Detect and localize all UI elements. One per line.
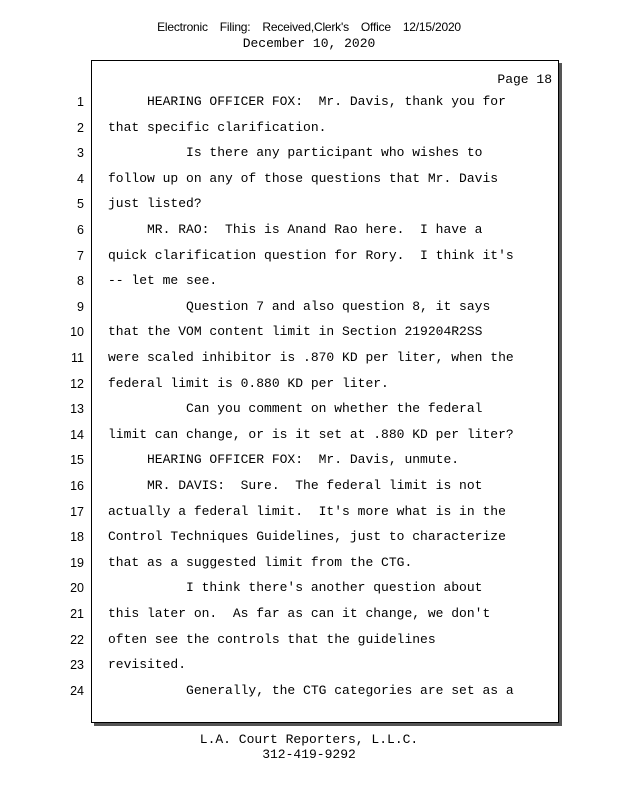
transcript-line [0, 450, 618, 470]
line-text: MR. DAVIS: Sure. The federal limit is not [108, 478, 483, 493]
line-number: 19 [70, 555, 84, 570]
line-text: actually a federal limit. It's more what is in the [108, 503, 506, 519]
line-text: Is there any participant who wishes to [108, 145, 483, 161]
line-text: HEARING OFFICER FOX: Mr. Davis, unmute. [108, 452, 460, 468]
line-number: 22 [70, 632, 84, 647]
line-text: -- let me see. [108, 273, 218, 289]
filing-word-filing: Filing: [219, 20, 251, 34]
line-text: Control Techniques Guidelines, just to characterize [108, 529, 506, 545]
page-number: Page 18 [497, 72, 552, 87]
transcript-line [0, 502, 618, 522]
transcript-line [0, 681, 618, 701]
line-text: that specific clarification. [108, 119, 327, 135]
transcript-line [0, 553, 618, 573]
line-text: quick clarification question for Rory. I think it's [108, 247, 514, 263]
line-number: 2 [77, 120, 84, 135]
transcript-line [0, 297, 618, 317]
line-text: MR. RAO: This is Anand Rao here. I have a [108, 222, 483, 237]
line-number: 24 [70, 683, 84, 698]
transcript-line [0, 118, 618, 138]
hearing-date: December 10, 2020 [242, 36, 376, 51]
line-text: just listed? [108, 196, 202, 212]
line-text: Question 7 and also question 8, it says [108, 298, 491, 314]
line-number: 21 [70, 607, 84, 621]
transcript-line [0, 374, 618, 394]
line-number: 9 [77, 299, 84, 314]
reporter-company: L.A. Court Reporters, L.L.C. [199, 732, 419, 747]
filing-word-office: Office [360, 20, 391, 34]
filing-word-electronic: Electronic [157, 20, 208, 34]
transcript-line [0, 143, 618, 163]
line-text: revisited. [108, 657, 187, 673]
line-text: often see the controls that the guidelines [108, 631, 436, 647]
line-text: federal limit is 0.880 KD per liter. [108, 375, 389, 391]
transcript-line [0, 604, 618, 624]
line-text: Generally, the CTG categories are set as a [108, 682, 514, 698]
transcript-line [0, 169, 618, 189]
line-number: 23 [70, 658, 84, 673]
transcript-line [0, 92, 618, 112]
transcript-line [0, 220, 618, 240]
line-number: 6 [77, 223, 84, 237]
line-text: that the VOM content limit in Section 219204R2SS [108, 324, 483, 340]
line-number: 20 [70, 581, 84, 596]
transcript-line [0, 527, 618, 547]
line-number: 17 [70, 504, 84, 519]
reporter-phone: 312-419-9292 [262, 747, 356, 762]
line-text: this later on. As far as can it change, we don't [108, 606, 491, 621]
transcript-line [0, 578, 618, 598]
line-text: were scaled inhibitor is .870 KD per liter, when the [108, 350, 514, 365]
line-number: 16 [70, 479, 84, 493]
line-text: that as a suggested limit from the CTG. [108, 554, 413, 570]
line-number: 5 [77, 197, 84, 212]
line-number: 11 [71, 351, 84, 365]
transcript-line [0, 194, 618, 214]
transcript-line [0, 246, 618, 266]
footer [0, 732, 618, 762]
transcript-line [0, 322, 618, 342]
line-number: 10 [70, 325, 84, 340]
line-number: 7 [77, 248, 84, 263]
line-number: 15 [70, 453, 84, 468]
line-text: Can you comment on whether the federal [108, 401, 483, 417]
transcript-line [0, 348, 618, 368]
transcript-line [0, 271, 618, 291]
line-number: 4 [77, 171, 84, 186]
line-number: 18 [70, 530, 84, 545]
transcript-line [0, 399, 618, 419]
line-text: I think there's another question about [108, 580, 483, 596]
line-number: 3 [77, 146, 84, 161]
line-text: follow up on any of those questions that Mr. Davis [108, 170, 499, 186]
transcript-line [0, 655, 618, 675]
line-text: HEARING OFFICER FOX: Mr. Davis, thank you for [108, 94, 506, 109]
line-number: 8 [77, 274, 84, 289]
transcript-line [0, 425, 618, 445]
line-number: 12 [70, 376, 84, 391]
line-number: 13 [70, 402, 84, 417]
transcript-line [0, 476, 618, 496]
transcript-line [0, 630, 618, 650]
filing-date: 12/15/2020 [402, 20, 461, 34]
electronic-filing-stamp [0, 20, 618, 34]
filing-word-received: Received,Clerk's [262, 20, 349, 34]
line-number: 14 [70, 427, 84, 442]
line-text: limit can change, or is it set at .880 KD per liter? [108, 426, 514, 442]
line-number: 1 [77, 95, 84, 109]
